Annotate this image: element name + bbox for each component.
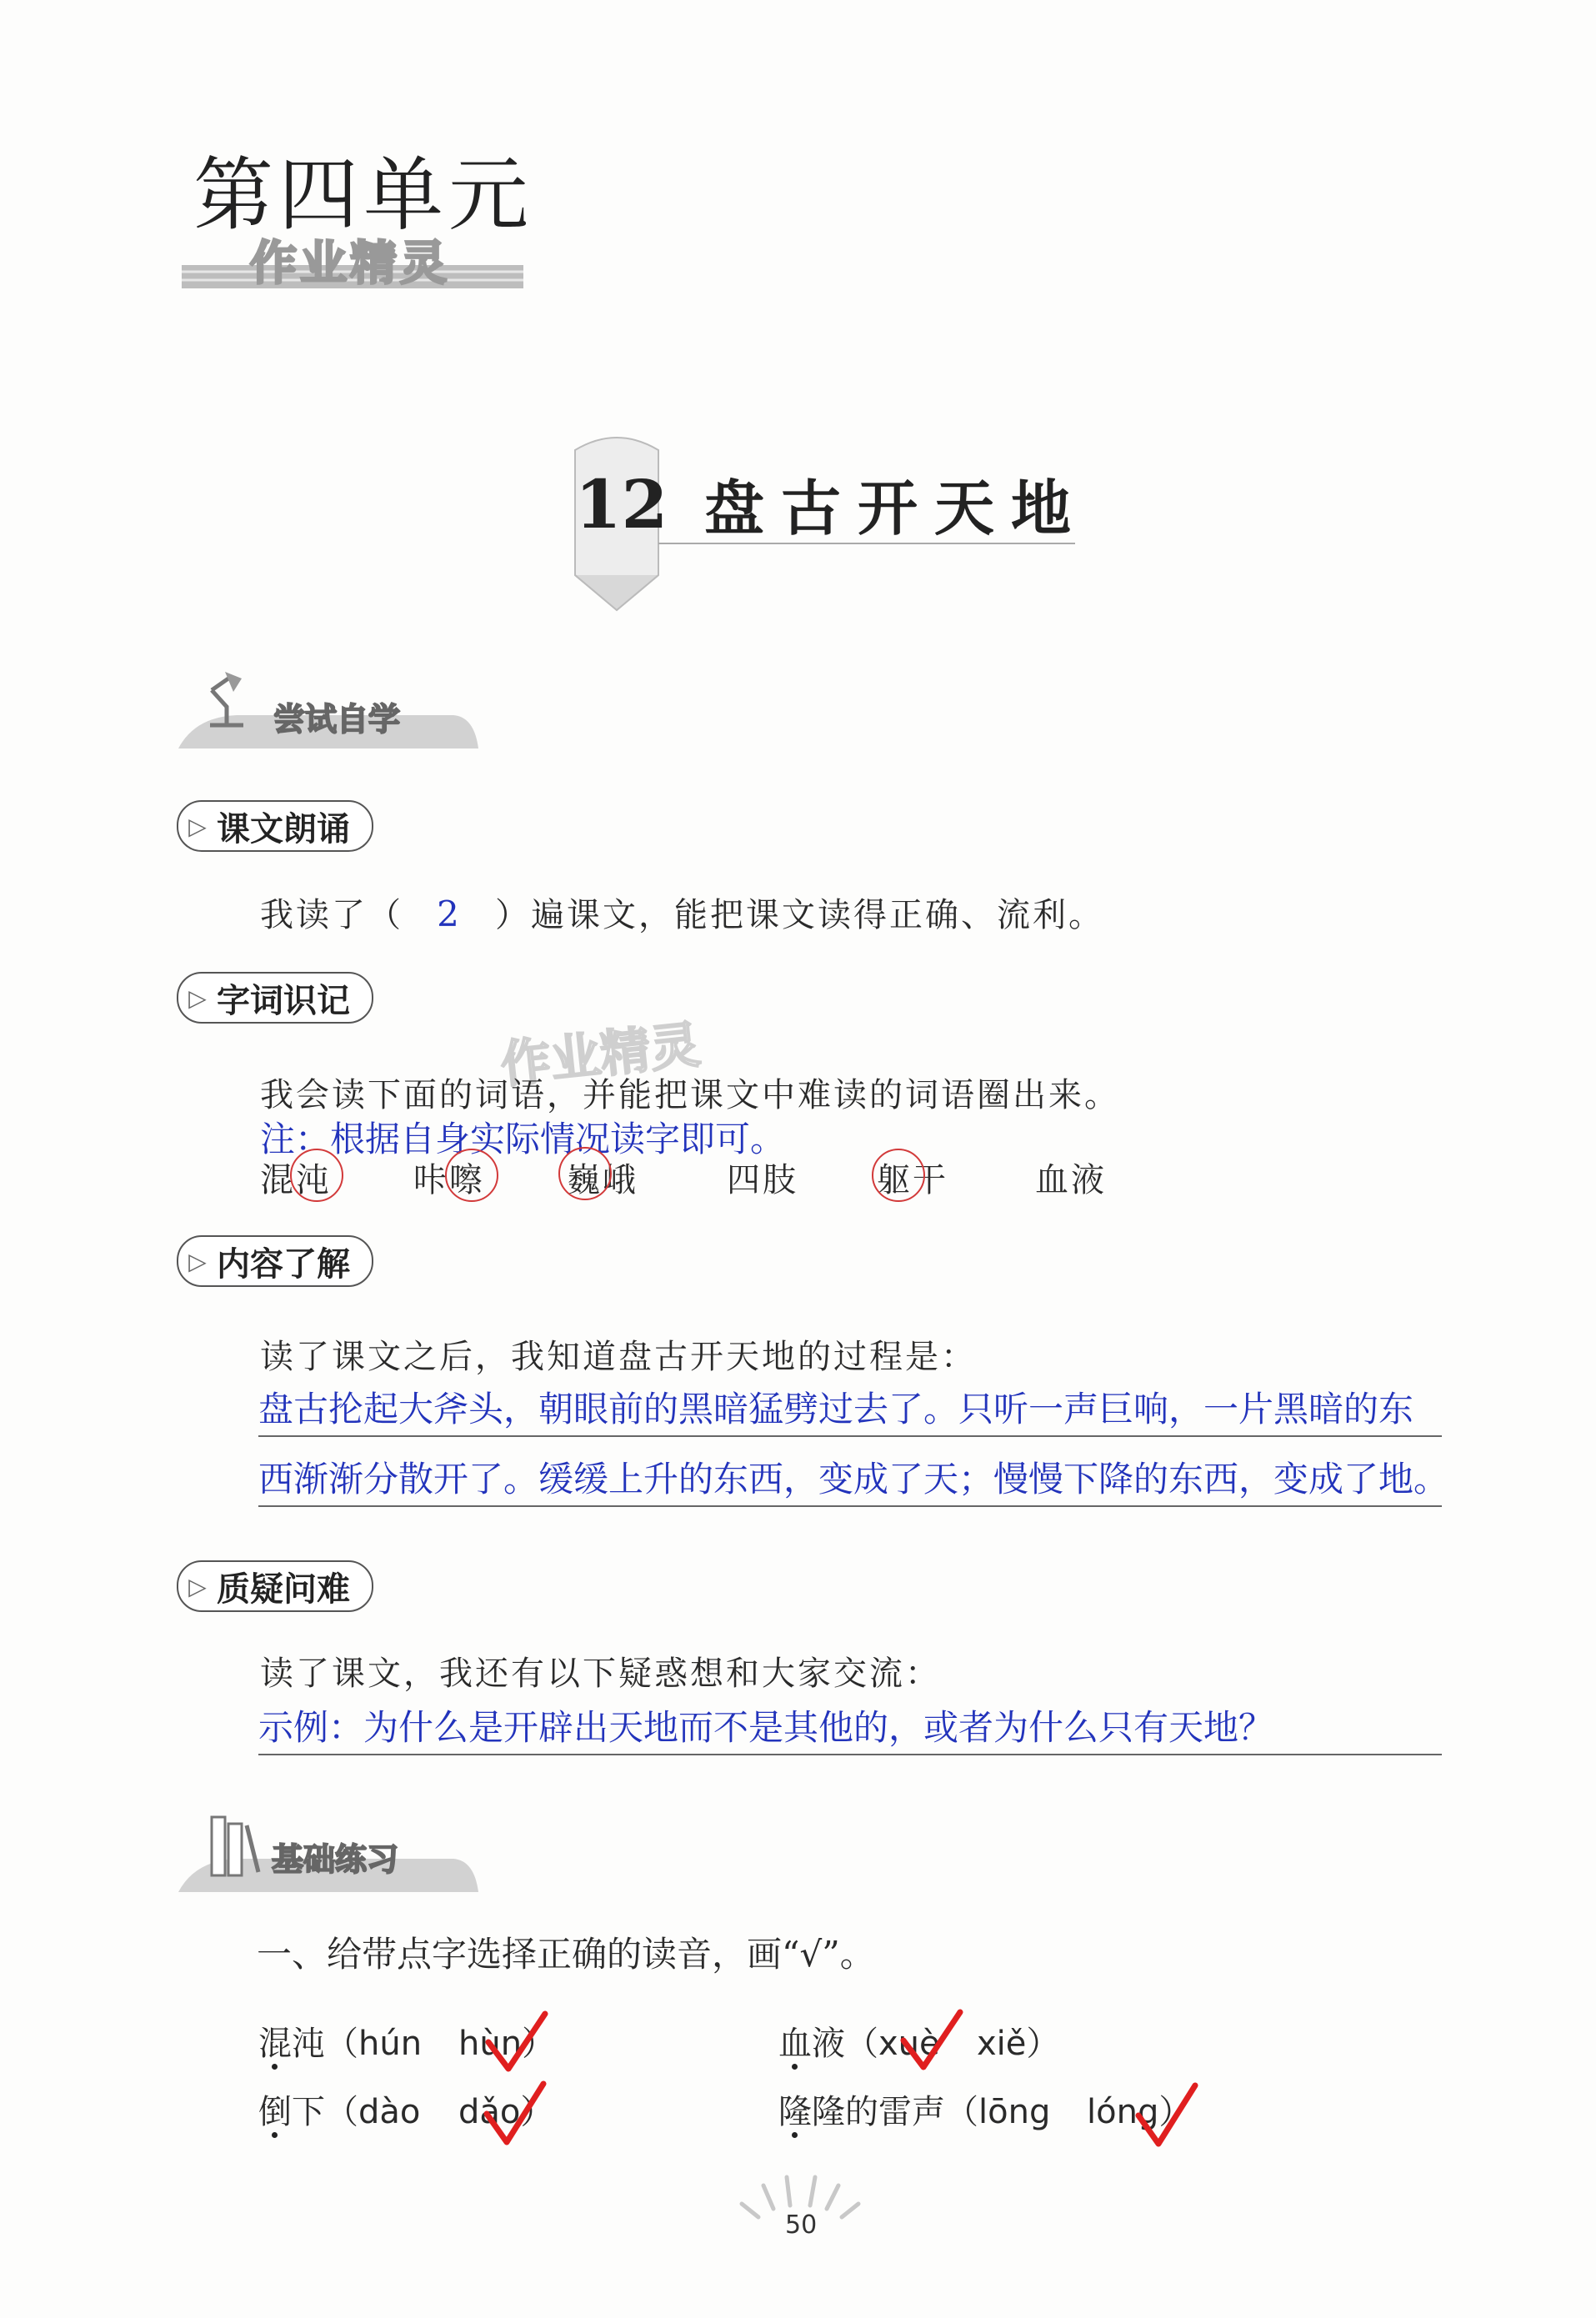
page-number: 50 bbox=[785, 2210, 818, 2240]
content-prompt: 读了课文之后，我知道盘古开天地的过程是： bbox=[260, 1338, 977, 1376]
answer-rule bbox=[258, 1505, 1442, 1507]
check-mark-icon bbox=[483, 2009, 550, 2075]
check-mark-icon bbox=[482, 2079, 548, 2149]
word-item: 混沌 bbox=[260, 1161, 332, 1199]
paren-close: ） bbox=[520, 2093, 554, 2131]
pinyin-option: hún bbox=[358, 2025, 423, 2063]
paren-close: ） bbox=[1158, 2093, 1193, 2131]
questions-answer: 示例：为什么是开辟出天地而不是其他的，或者为什么只有天地？ bbox=[258, 1707, 1274, 1748]
title-underline bbox=[658, 543, 1075, 544]
words-label-text: 字词识记 bbox=[217, 981, 350, 1020]
words-note-answer: 注：根据自身实际情况读字即可。 bbox=[260, 1119, 786, 1159]
play-arrow-icon: ▷ bbox=[188, 812, 207, 840]
desk-lamp-icon bbox=[193, 667, 260, 733]
content-label bbox=[177, 1235, 373, 1287]
pinyin-option: dǎo bbox=[458, 2093, 521, 2131]
pinyin-option: dào bbox=[358, 2093, 421, 2131]
emphasis-dot bbox=[272, 2132, 278, 2138]
emphasis-dot bbox=[272, 2064, 278, 2070]
exercise1-title: 一、给带点字选择正确的读音，画“√”。 bbox=[257, 1934, 875, 1975]
reading-prefix: 我读了（ bbox=[260, 896, 403, 934]
emphasis-dot bbox=[792, 2132, 798, 2138]
questions-prompt: 读了课文，我还有以下疑惑想和大家交流： bbox=[260, 1655, 941, 1693]
reading-line bbox=[260, 889, 1104, 936]
reading-label bbox=[177, 800, 373, 852]
paren-open: （ bbox=[325, 2093, 358, 2131]
word-item: 巍峨 bbox=[567, 1161, 638, 1199]
pinyin-option: xuè bbox=[878, 2025, 940, 2063]
paren-open: （ bbox=[945, 2093, 978, 2131]
check-mark-icon bbox=[898, 2007, 965, 2074]
answer-circle-mark bbox=[558, 1147, 612, 1200]
word-item: 血液 bbox=[1035, 1161, 1107, 1199]
play-arrow-icon: ▷ bbox=[188, 1247, 207, 1275]
exercise-word: 隆隆的雷声 bbox=[778, 2093, 945, 2131]
pinyin-option: xiě bbox=[977, 2025, 1027, 2063]
answer-rule bbox=[258, 1754, 1442, 1755]
self-study-title: 尝试自学 bbox=[273, 701, 401, 738]
answer-circle-mark bbox=[445, 1149, 498, 1202]
answer-rule bbox=[258, 1435, 1442, 1437]
basic-practice-title: 基础练习 bbox=[272, 1841, 399, 1878]
books-icon bbox=[207, 1809, 265, 1884]
unit-brand-logo: 作业精灵 bbox=[250, 237, 450, 291]
watermark-logo: 作业精灵 bbox=[498, 1015, 703, 1095]
word-item: 咔嚓 bbox=[413, 1161, 485, 1199]
exercise-word: 混沌 bbox=[258, 2025, 325, 2063]
questions-label bbox=[177, 1560, 373, 1612]
unit-title: 第四单元 bbox=[193, 148, 533, 242]
questions-label-text: 质疑问难 bbox=[217, 1570, 350, 1609]
paren-close: ） bbox=[1026, 2025, 1060, 2063]
play-arrow-icon: ▷ bbox=[188, 1572, 207, 1600]
paren-open: （ bbox=[845, 2025, 878, 2063]
reading-label-text: 课文朗诵 bbox=[217, 809, 350, 849]
answer-circle-mark bbox=[872, 1149, 925, 1202]
check-mark-icon bbox=[1133, 2080, 1200, 2150]
content-label-text: 内容了解 bbox=[217, 1244, 350, 1284]
play-arrow-icon: ▷ bbox=[188, 984, 207, 1012]
reading-count-answer: 2 bbox=[437, 894, 462, 934]
answer-circle-mark bbox=[290, 1149, 343, 1202]
words-label bbox=[177, 972, 373, 1024]
word-item: 四肢 bbox=[727, 1161, 798, 1199]
content-answer-line1: 盘古抡起大斧头，朝眼前的黑暗猛劈过去了。只听一声巨响，一片黑暗的东 bbox=[258, 1389, 1414, 1429]
pinyin-option: lóng bbox=[1087, 2093, 1159, 2131]
emphasis-dot bbox=[792, 2064, 798, 2070]
words-instruction: 我会读下面的词语，并能把课文中难读的词语圈出来。 bbox=[260, 1076, 1120, 1114]
reading-suffix: ）遍课文，能把课文读得正确、流利。 bbox=[495, 896, 1104, 934]
paren-close: ） bbox=[522, 2025, 556, 2063]
exercise-word: 血液 bbox=[778, 2025, 845, 2063]
paren-open: （ bbox=[325, 2025, 358, 2063]
content-answer-line2: 西渐渐分散开了。缓缓上升的东西，变成了天；慢慢下降的东西，变成了地。 bbox=[258, 1459, 1449, 1499]
lesson-title: 盘古开天地 bbox=[704, 473, 1088, 543]
pinyin-option: hùn bbox=[458, 2025, 523, 2063]
word-item: 躯干 bbox=[877, 1161, 948, 1199]
exercise-item bbox=[778, 2085, 1192, 2133]
pinyin-option: lōng bbox=[978, 2093, 1051, 2131]
lesson-number: 12 bbox=[575, 465, 668, 543]
exercise-word: 倒下 bbox=[258, 2093, 325, 2131]
